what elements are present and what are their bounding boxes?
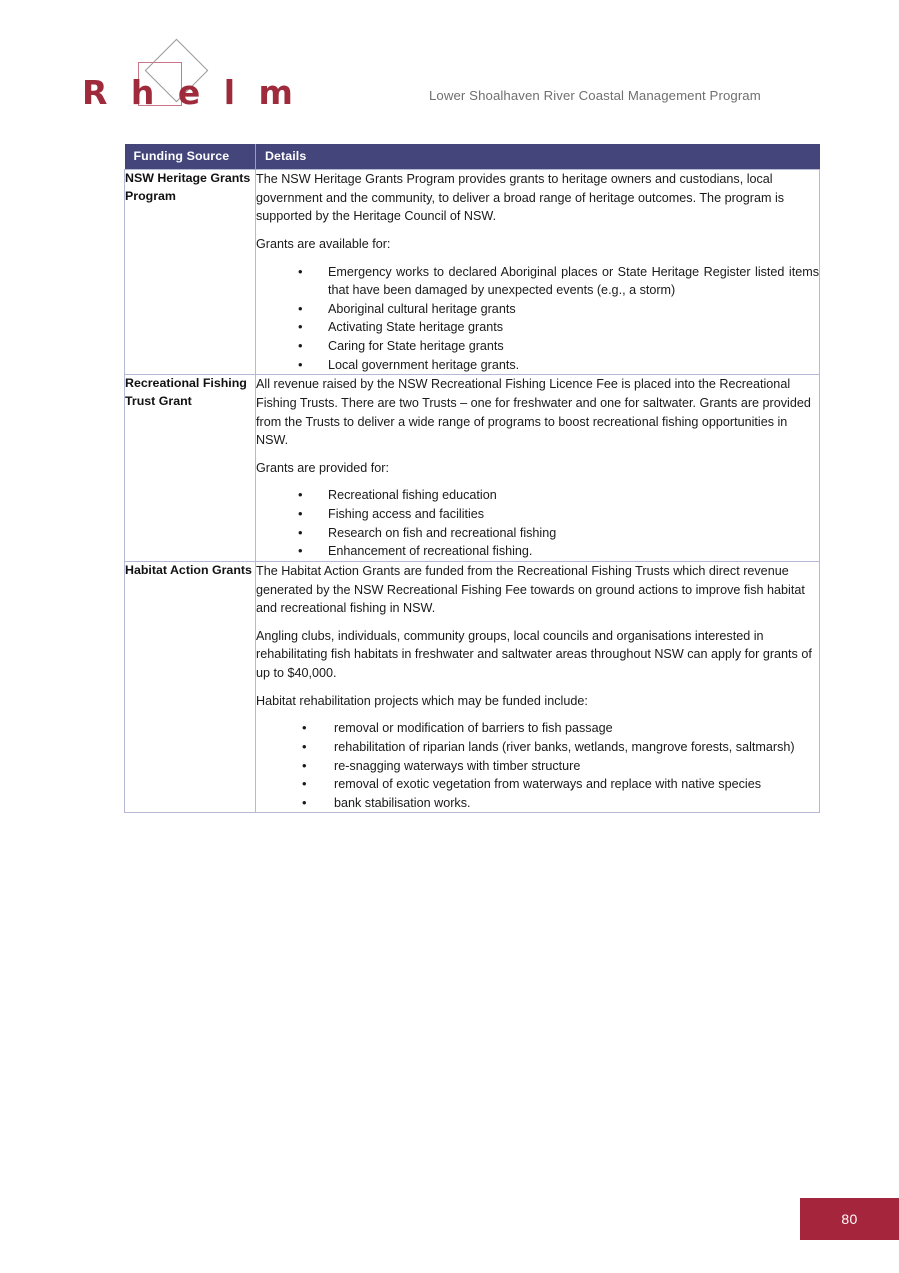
page-number-badge: 80	[800, 1198, 899, 1240]
list-item: • Local government heritage grants.	[256, 356, 819, 375]
details-paragraph: Angling clubs, individuals, community groups, local councils and organisations interested in rehabilitating fish habitats in freshwater and saltwater areas throughout NSW can apply for grants of up to $40,000.	[256, 628, 812, 680]
details-paragraph: The NSW Heritage Grants Program provides grants to heritage owners and custodians, local government and the community, to deliver a broad range of heritage outcomes. The program is supported by the Heritage Council of NSW.	[256, 172, 785, 224]
rhelm-logo	[82, 54, 322, 118]
list-item: • Recreational fishing education	[256, 486, 819, 505]
list-item: • Research on fish and recreational fishing	[256, 524, 819, 543]
details-paragraph: The Habitat Action Grants are funded from the Recreational Fishing Trusts which direct revenue generated by the NSW Recreational Fishing Fee towards on ground actions to improve fish habitat and recreational fishing in NSW.	[256, 563, 805, 616]
table-row	[125, 375, 820, 562]
list-item: • re-snagging waterways with timber structure	[256, 757, 819, 776]
details-paragraph: All revenue raised by the NSW Recreational Fishing Licence Fee is placed into the Recreational Fishing Trusts. There are two Trusts – one for freshwater and one for saltwater. Grants are provided from the Trusts to deliver a wide range of programs to boost recreational fishing opportunities in NSW.	[256, 377, 811, 448]
list-item: • removal of exotic vegetation from waterways and replace with native species	[256, 775, 819, 794]
table-body	[125, 170, 820, 813]
list-item: • Emergency works to declared Aboriginal places or State Heritage Register listed items that have been damaged by unexpected events (e.g., a storm)	[256, 263, 819, 300]
list-item: • Caring for State heritage grants	[256, 337, 819, 356]
column-header-details: Details	[256, 144, 820, 170]
funding-source-cell: NSW Heritage Grants Program	[125, 170, 256, 375]
list-item: • Aboriginal cultural heritage grants	[256, 300, 819, 319]
page-header	[0, 40, 899, 118]
list-item: • rehabilitation of riparian lands (river banks, wetlands, mangrove forests, saltmarsh)	[256, 738, 819, 757]
funding-sources-table	[124, 144, 820, 813]
details-cell	[256, 561, 820, 813]
list-item: • removal or modification of barriers to fish passage	[256, 719, 819, 738]
details-paragraph: Grants are provided for:	[256, 460, 389, 475]
table-header	[125, 144, 820, 170]
document-header-title: Lower Shoalhaven River Coastal Management Program	[429, 88, 761, 103]
details-bullet-list	[256, 719, 819, 812]
list-item: • bank stabilisation works.	[256, 794, 819, 813]
details-bullet-list	[256, 263, 819, 375]
details-paragraph: Grants are available for:	[256, 236, 391, 251]
list-item: • Activating State heritage grants	[256, 318, 819, 337]
table-row	[125, 561, 820, 813]
table-header-row	[125, 144, 820, 170]
funding-source-cell: Recreational Fishing Trust Grant	[125, 375, 256, 562]
list-item: • Fishing access and facilities	[256, 505, 819, 524]
funding-source-cell: Habitat Action Grants	[125, 561, 256, 813]
details-cell	[256, 375, 820, 562]
details-cell	[256, 170, 820, 375]
list-item: • Enhancement of recreational fishing.	[256, 542, 819, 561]
details-bullet-list	[256, 486, 819, 561]
column-header-funding-source: Funding Source	[125, 144, 256, 170]
logo-wordmark: R h e l m	[82, 73, 299, 112]
table-row	[125, 170, 820, 375]
details-paragraph: Habitat rehabilitation projects which may be funded include:	[256, 693, 588, 708]
